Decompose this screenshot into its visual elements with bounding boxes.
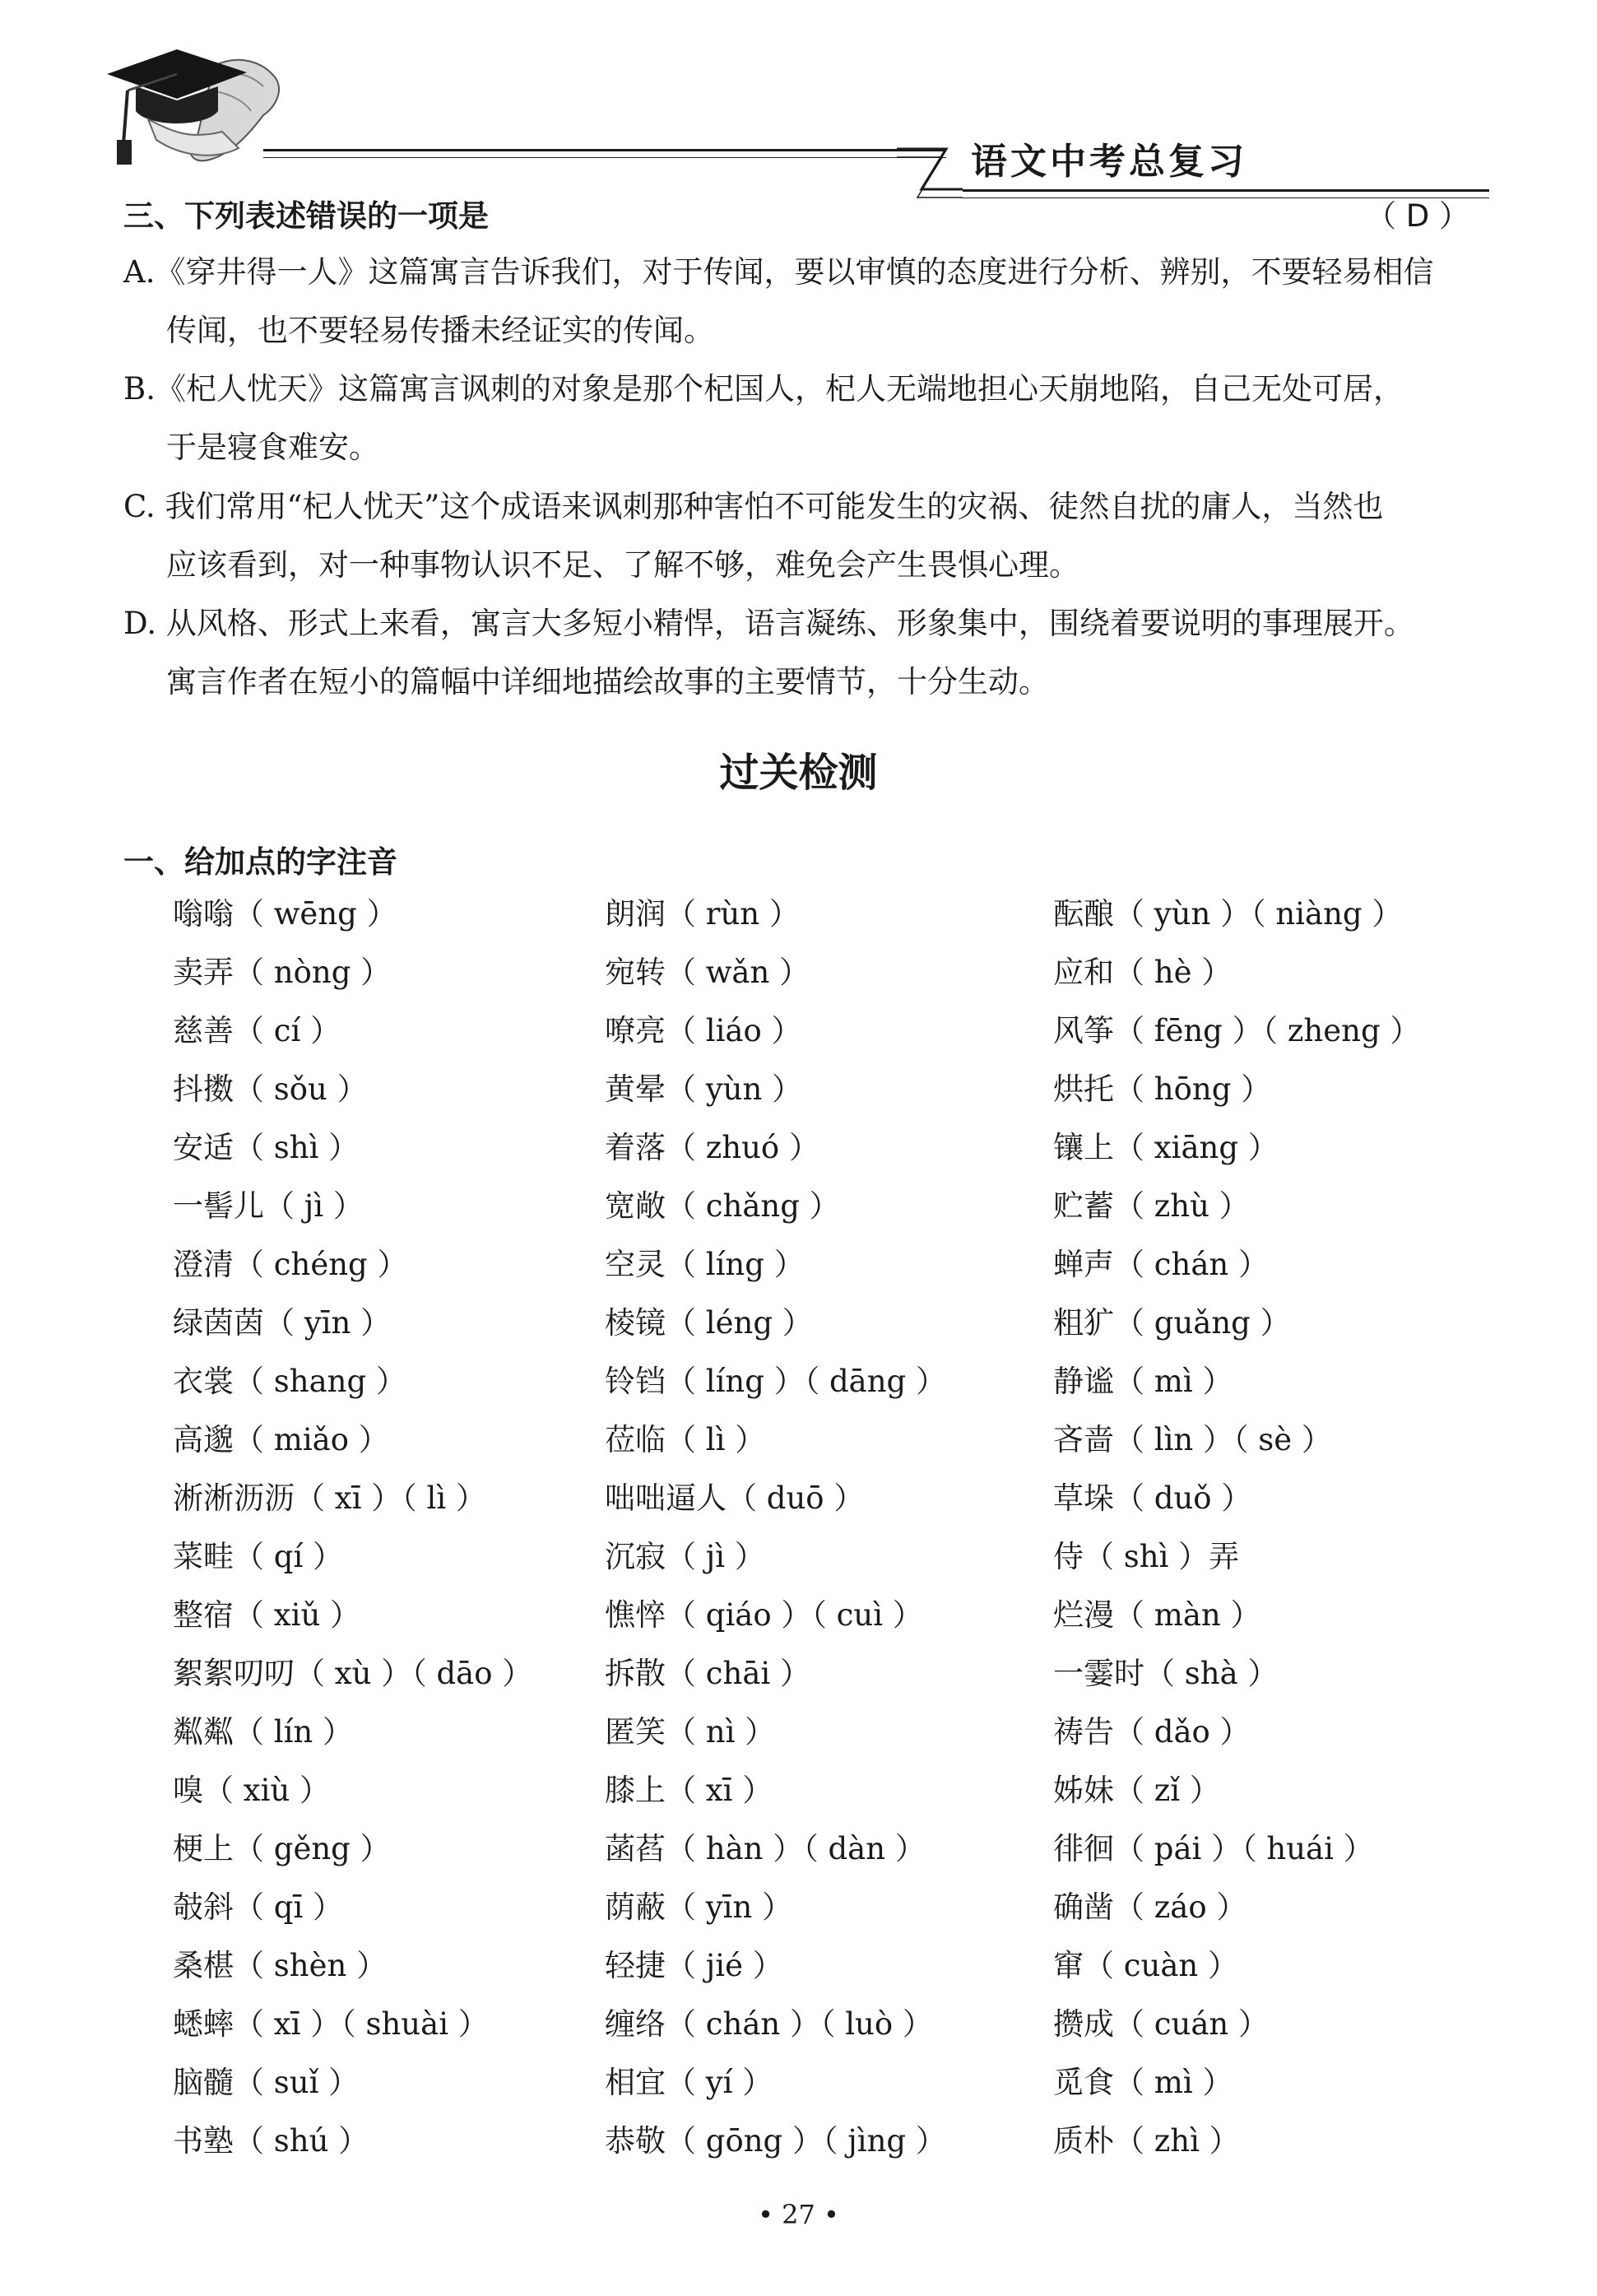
pinyin-row bbox=[173, 885, 1522, 943]
page-header bbox=[99, 41, 1473, 181]
pinyin-row bbox=[173, 1703, 1522, 1761]
pinyin-item: 朗润（ rùn ） bbox=[605, 896, 800, 932]
question-heading: 三、下列表述错误的一项是 bbox=[123, 198, 489, 234]
pinyin-item: 一髻儿（ jì ） bbox=[173, 1188, 364, 1224]
option-text: B.《杞人忧天》这篇寓言讽刺的对象是那个杞国人，杞人无端地担心天崩地陷，自己无处可居， bbox=[123, 371, 1404, 407]
sub-heading: 一、给加点的字注音 bbox=[123, 844, 397, 880]
pinyin-row bbox=[173, 1411, 1522, 1469]
pinyin-item: 铃铛（ líng ）（ dāng ） bbox=[605, 1364, 946, 1399]
pinyin-row bbox=[173, 1002, 1522, 1060]
pinyin-item: 慈善（ cí ） bbox=[173, 1013, 341, 1048]
pinyin-item: 轻捷（ jié ） bbox=[605, 1948, 783, 1983]
graduation-cap-icon bbox=[99, 41, 288, 173]
question-answer: （ D ） bbox=[1366, 198, 1470, 234]
pinyin-item: 淅淅沥沥（ xī ）（ lì ） bbox=[173, 1480, 486, 1516]
option-b bbox=[123, 360, 1481, 476]
pinyin-item: 烘托（ hōng ） bbox=[1053, 1071, 1272, 1107]
pinyin-item: 觅食（ mì ） bbox=[1053, 2065, 1233, 2100]
pinyin-item: 咄咄逼人（ duō ） bbox=[605, 1480, 865, 1516]
pinyin-item: 攒成（ cuán ） bbox=[1053, 2006, 1269, 2042]
pinyin-item: 嗅（ xiù ） bbox=[173, 1773, 331, 1808]
pinyin-item: 相宜（ yí ） bbox=[605, 2065, 773, 2100]
option-d bbox=[123, 594, 1481, 711]
option-text: A.《穿井得一人》这篇寓言告诉我们，对于传闻，要以审慎的态度进行分析、辨别，不要轻易相信 bbox=[123, 254, 1434, 290]
pinyin-row bbox=[173, 1177, 1522, 1235]
pinyin-item: 蟋蟀（ xī ）（ shuài ） bbox=[173, 2006, 489, 2042]
pinyin-item: 黄晕（ yùn ） bbox=[605, 1071, 803, 1107]
pinyin-item: 书塾（ shú ） bbox=[173, 2123, 369, 2159]
pinyin-item: 憔悴（ qiáo ）（ cuì ） bbox=[605, 1597, 923, 1633]
pinyin-item: 膝上（ xī ） bbox=[605, 1773, 773, 1808]
pinyin-row bbox=[173, 1352, 1522, 1411]
pinyin-row bbox=[173, 1878, 1522, 1936]
pinyin-row bbox=[173, 1527, 1522, 1586]
pinyin-item: 缠络（ chán ）（ luò ） bbox=[605, 2006, 933, 2042]
pinyin-item: 澄清（ chéng ） bbox=[173, 1247, 408, 1282]
page-number: • 27 • bbox=[758, 2199, 839, 2230]
pinyin-item: 沉寂（ jì ） bbox=[605, 1539, 765, 1574]
pinyin-item: 菜畦（ qí ） bbox=[173, 1539, 344, 1574]
pinyin-row bbox=[173, 1761, 1522, 1820]
pinyin-row bbox=[173, 1060, 1522, 1118]
pinyin-item: 卖弄（ nòng ） bbox=[173, 955, 392, 990]
pinyin-row bbox=[173, 1936, 1522, 1995]
pinyin-item: 徘徊（ pái ）（ huái ） bbox=[1053, 1831, 1374, 1866]
pinyin-row bbox=[173, 1469, 1522, 1527]
pinyin-item: 草垛（ duǒ ） bbox=[1053, 1480, 1252, 1516]
pinyin-item: 祷告（ dǎo ） bbox=[1053, 1714, 1251, 1750]
pinyin-item: 衣裳（ shang ） bbox=[173, 1364, 406, 1399]
pinyin-item: 窜（ cuàn ） bbox=[1053, 1948, 1238, 1983]
pinyin-row bbox=[173, 2053, 1522, 2112]
pinyin-row bbox=[173, 1294, 1522, 1352]
pinyin-item: 吝啬（ lìn ）（ sè ） bbox=[1053, 1422, 1332, 1457]
pinyin-item: 抖擞（ sǒu ） bbox=[173, 1071, 368, 1107]
option-text-cont: 传闻，也不要轻易传播未经证实的传闻。 bbox=[166, 313, 714, 348]
pinyin-row bbox=[173, 1995, 1522, 2053]
pinyin-item: 风筝（ fēng ）（ zheng ） bbox=[1053, 1013, 1421, 1048]
pinyin-row bbox=[173, 1644, 1522, 1703]
pinyin-row bbox=[173, 1235, 1522, 1294]
pinyin-item: 质朴（ zhì ） bbox=[1053, 2123, 1240, 2159]
pinyin-item: 桑椹（ shèn ） bbox=[173, 1948, 388, 1983]
pinyin-item: 蝉声（ chán ） bbox=[1053, 1247, 1269, 1282]
header-rule-thin bbox=[263, 157, 946, 158]
option-text-cont: 寓言作者在短小的篇幅中详细地描绘故事的主要情节，十分生动。 bbox=[166, 664, 1049, 699]
pinyin-item: 整宿（ xiǔ ） bbox=[173, 1597, 361, 1633]
pinyin-item: 烂漫（ màn ） bbox=[1053, 1597, 1261, 1633]
pinyin-item: 匿笑（ nì ） bbox=[605, 1714, 776, 1750]
pinyin-row bbox=[173, 1586, 1522, 1644]
pinyin-item: 高邈（ miǎo ） bbox=[173, 1422, 389, 1457]
pinyin-item: 安适（ shì ） bbox=[173, 1130, 360, 1165]
pinyin-item: 侍（ shì ）弄 bbox=[1053, 1539, 1240, 1574]
pinyin-item: 静谧（ mì ） bbox=[1053, 1364, 1233, 1399]
header-title: 语文中考总复习 bbox=[971, 141, 1247, 183]
pinyin-row bbox=[173, 1118, 1522, 1177]
pinyin-item: 恭敬（ gōng ）（ jìng ） bbox=[605, 2123, 946, 2159]
pinyin-item: 粼粼（ lín ） bbox=[173, 1714, 354, 1750]
pinyin-row bbox=[173, 1820, 1522, 1878]
section-title: 过关检测 bbox=[719, 750, 878, 796]
pinyin-item: 荫蔽（ yīn ） bbox=[605, 1889, 793, 1925]
pinyin-row bbox=[173, 2112, 1522, 2170]
pinyin-row bbox=[173, 943, 1522, 1002]
header-rule bbox=[263, 149, 946, 151]
pinyin-item: 宽敞（ chǎng ） bbox=[605, 1188, 840, 1224]
option-text-cont: 应该看到，对一种事物认识不足、了解不够，难免会产生畏惧心理。 bbox=[166, 547, 1079, 583]
pinyin-item: 宛转（ wǎn ） bbox=[605, 955, 810, 990]
pinyin-item: 绿茵茵（ yīn ） bbox=[173, 1305, 392, 1341]
pinyin-item: 粗犷（ guǎng ） bbox=[1053, 1305, 1291, 1341]
pinyin-item: 姊妹（ zǐ ） bbox=[1053, 1773, 1220, 1808]
option-c bbox=[123, 477, 1481, 594]
pinyin-item: 梗上（ gěng ） bbox=[173, 1831, 391, 1866]
pinyin-item: 絮絮叨叨（ xù ）（ dāo ） bbox=[173, 1656, 533, 1691]
pinyin-item: 应和（ hè ） bbox=[1053, 955, 1233, 990]
pinyin-item: 菡萏（ hàn ）（ dàn ） bbox=[605, 1831, 926, 1866]
pinyin-item: 着落（ zhuó ） bbox=[605, 1130, 819, 1165]
pinyin-item: 酝酿（ yùn ）（ niàng ） bbox=[1053, 896, 1403, 932]
pinyin-item: 嗡嗡（ wēng ） bbox=[173, 896, 397, 932]
option-text: C. 我们常用“杞人忧天”这个成语来讽刺那种害怕不可能发生的灾祸、徒然自扰的庸人，当然也 bbox=[123, 489, 1384, 524]
option-a bbox=[123, 243, 1481, 360]
pinyin-item: 镶上（ xiāng ） bbox=[1053, 1130, 1279, 1165]
pinyin-item: 空灵（ líng ） bbox=[605, 1247, 805, 1282]
pinyin-item: 攲斜（ qī ） bbox=[173, 1889, 344, 1925]
pinyin-item: 脑髓（ suǐ ） bbox=[173, 2065, 360, 2100]
pinyin-item: 莅临（ lì ） bbox=[605, 1422, 766, 1457]
pinyin-item: 确凿（ záo ） bbox=[1053, 1889, 1247, 1925]
pinyin-item: 拆散（ chāi ） bbox=[605, 1656, 810, 1691]
option-text-cont: 于是寝食难安。 bbox=[166, 430, 379, 465]
option-text: D. 从风格、形式上来看，寓言大多短小精悍，语言凝练、形象集中，围绕着要说明的事理展开。 bbox=[123, 606, 1414, 641]
pinyin-item: 嘹亮（ liáo ） bbox=[605, 1013, 802, 1048]
pinyin-item: 一霎时（ shà ） bbox=[1053, 1656, 1279, 1691]
pinyin-item: 棱镜（ léng ） bbox=[605, 1305, 813, 1341]
pinyin-item: 贮蓄（ zhù ） bbox=[1053, 1188, 1250, 1224]
